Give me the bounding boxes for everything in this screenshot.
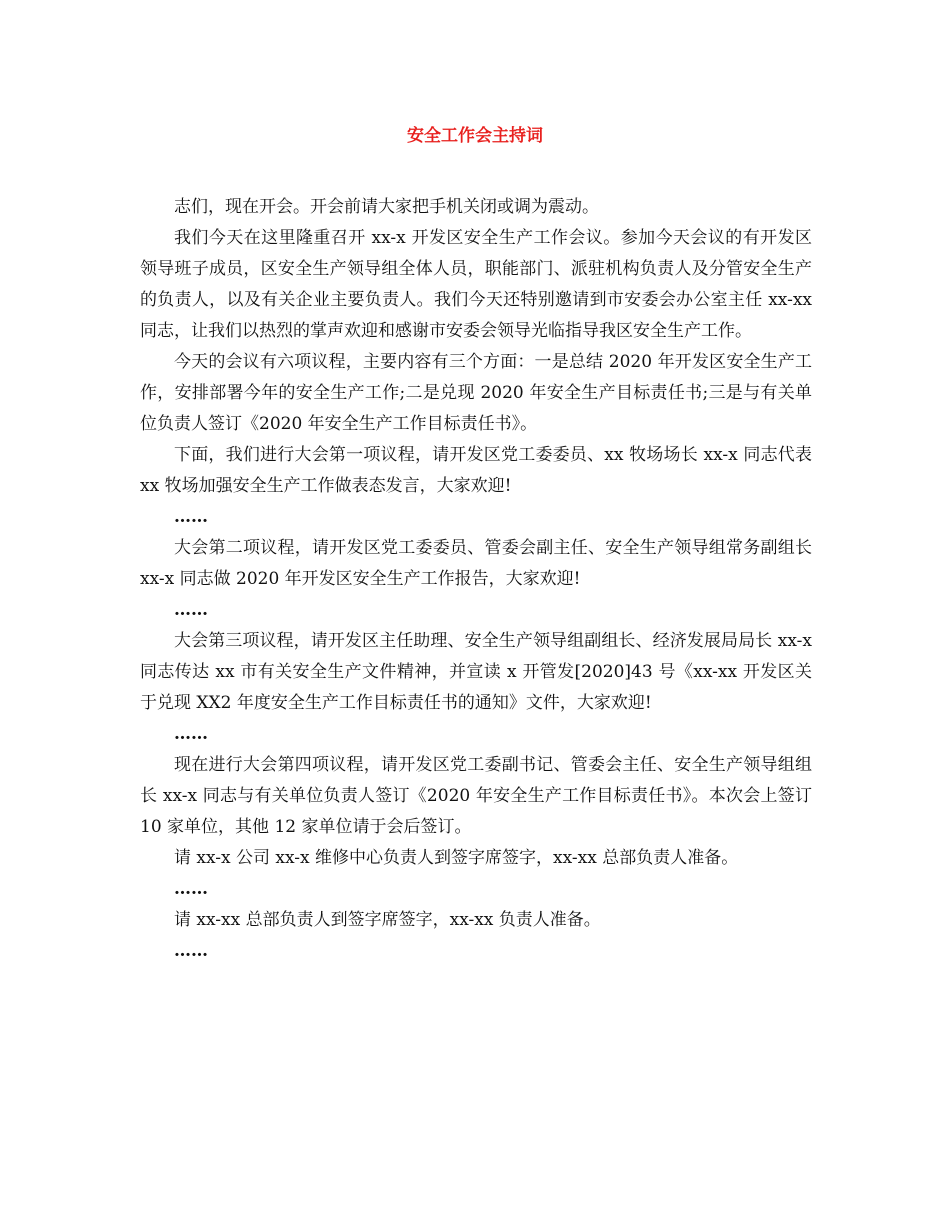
ellipsis-3: …… bbox=[174, 724, 208, 744]
paragraph-item-three: 大会第三项议程，请开发区主任助理、安全生产领导组副组长、经济发展局局长 xx-x 同志传达 xx 市有关安全生产文件精神，并宣读 x 开管发[2020]43 号《xx-xx 开发区关于兑现 XX2 年度安全生产工作目标责任书的通知》文件，大家欢迎! bbox=[140, 631, 812, 713]
paragraph-item-four: 现在进行大会第四项议程，请开发区党工委副书记、管委会主任、安全生产领导组组长 xx-x 同志与有关单位负责人签订《2020 年安全生产工作目标责任书》。本次会上签订 10 家单位，其他 12 家单位请于会后签订。 bbox=[140, 755, 812, 837]
paragraph-agenda: 今天的会议有六项议程，主要内容有三个方面：一是总结 2020 年开发区安全生产工作，安排部署今年的安全生产工作;二是兑现 2020 年安全生产目标责任书;三是与有关单位负责人签订《2020 年安全生产工作目标责任书》。 bbox=[140, 352, 812, 434]
ellipsis-2: …… bbox=[174, 600, 208, 620]
paragraph-attendees: 我们今天在这里隆重召开 xx-x 开发区安全生产工作会议。参加今天会议的有开发区领导班子成员，区安全生产领导组全体人员，职能部门、派驻机构负责人及分管安全生产的负责人，以及有关企业主要负责人。我们今天还特别邀请到市安委会办公室主任 xx-xx 同志，让我们以热烈的掌声欢迎和感谢市安委会领导光临指导我区安全生产工作。 bbox=[140, 228, 812, 341]
paragraph-opening: 志们，现在开会。开会前请大家把手机关闭或调为震动。 bbox=[174, 197, 599, 217]
document-body bbox=[140, 192, 812, 967]
ellipsis-5: …… bbox=[174, 941, 208, 961]
ellipsis-1: …… bbox=[174, 507, 208, 527]
paragraph-item-two: 大会第二项议程，请开发区党工委委员、管委会副主任、安全生产领导组常务副组长 xx-x 同志做 2020 年开发区安全生产工作报告，大家欢迎! bbox=[140, 538, 812, 589]
paragraph-signing-1: 请 xx-x 公司 xx-x 维修中心负责人到签字席签字，xx-xx 总部负责人准备。 bbox=[174, 848, 739, 868]
ellipsis-4: …… bbox=[174, 879, 208, 899]
paragraph-signing-2: 请 xx-xx 总部负责人到签字席签字，xx-xx 负责人准备。 bbox=[174, 910, 601, 930]
page-title: 安全工作会主持词 bbox=[407, 126, 543, 146]
paragraph-item-one: 下面，我们进行大会第一项议程，请开发区党工委委员、xx 牧场场长 xx-x 同志代表 xx 牧场加强安全生产工作做表态发言，大家欢迎! bbox=[140, 445, 812, 496]
